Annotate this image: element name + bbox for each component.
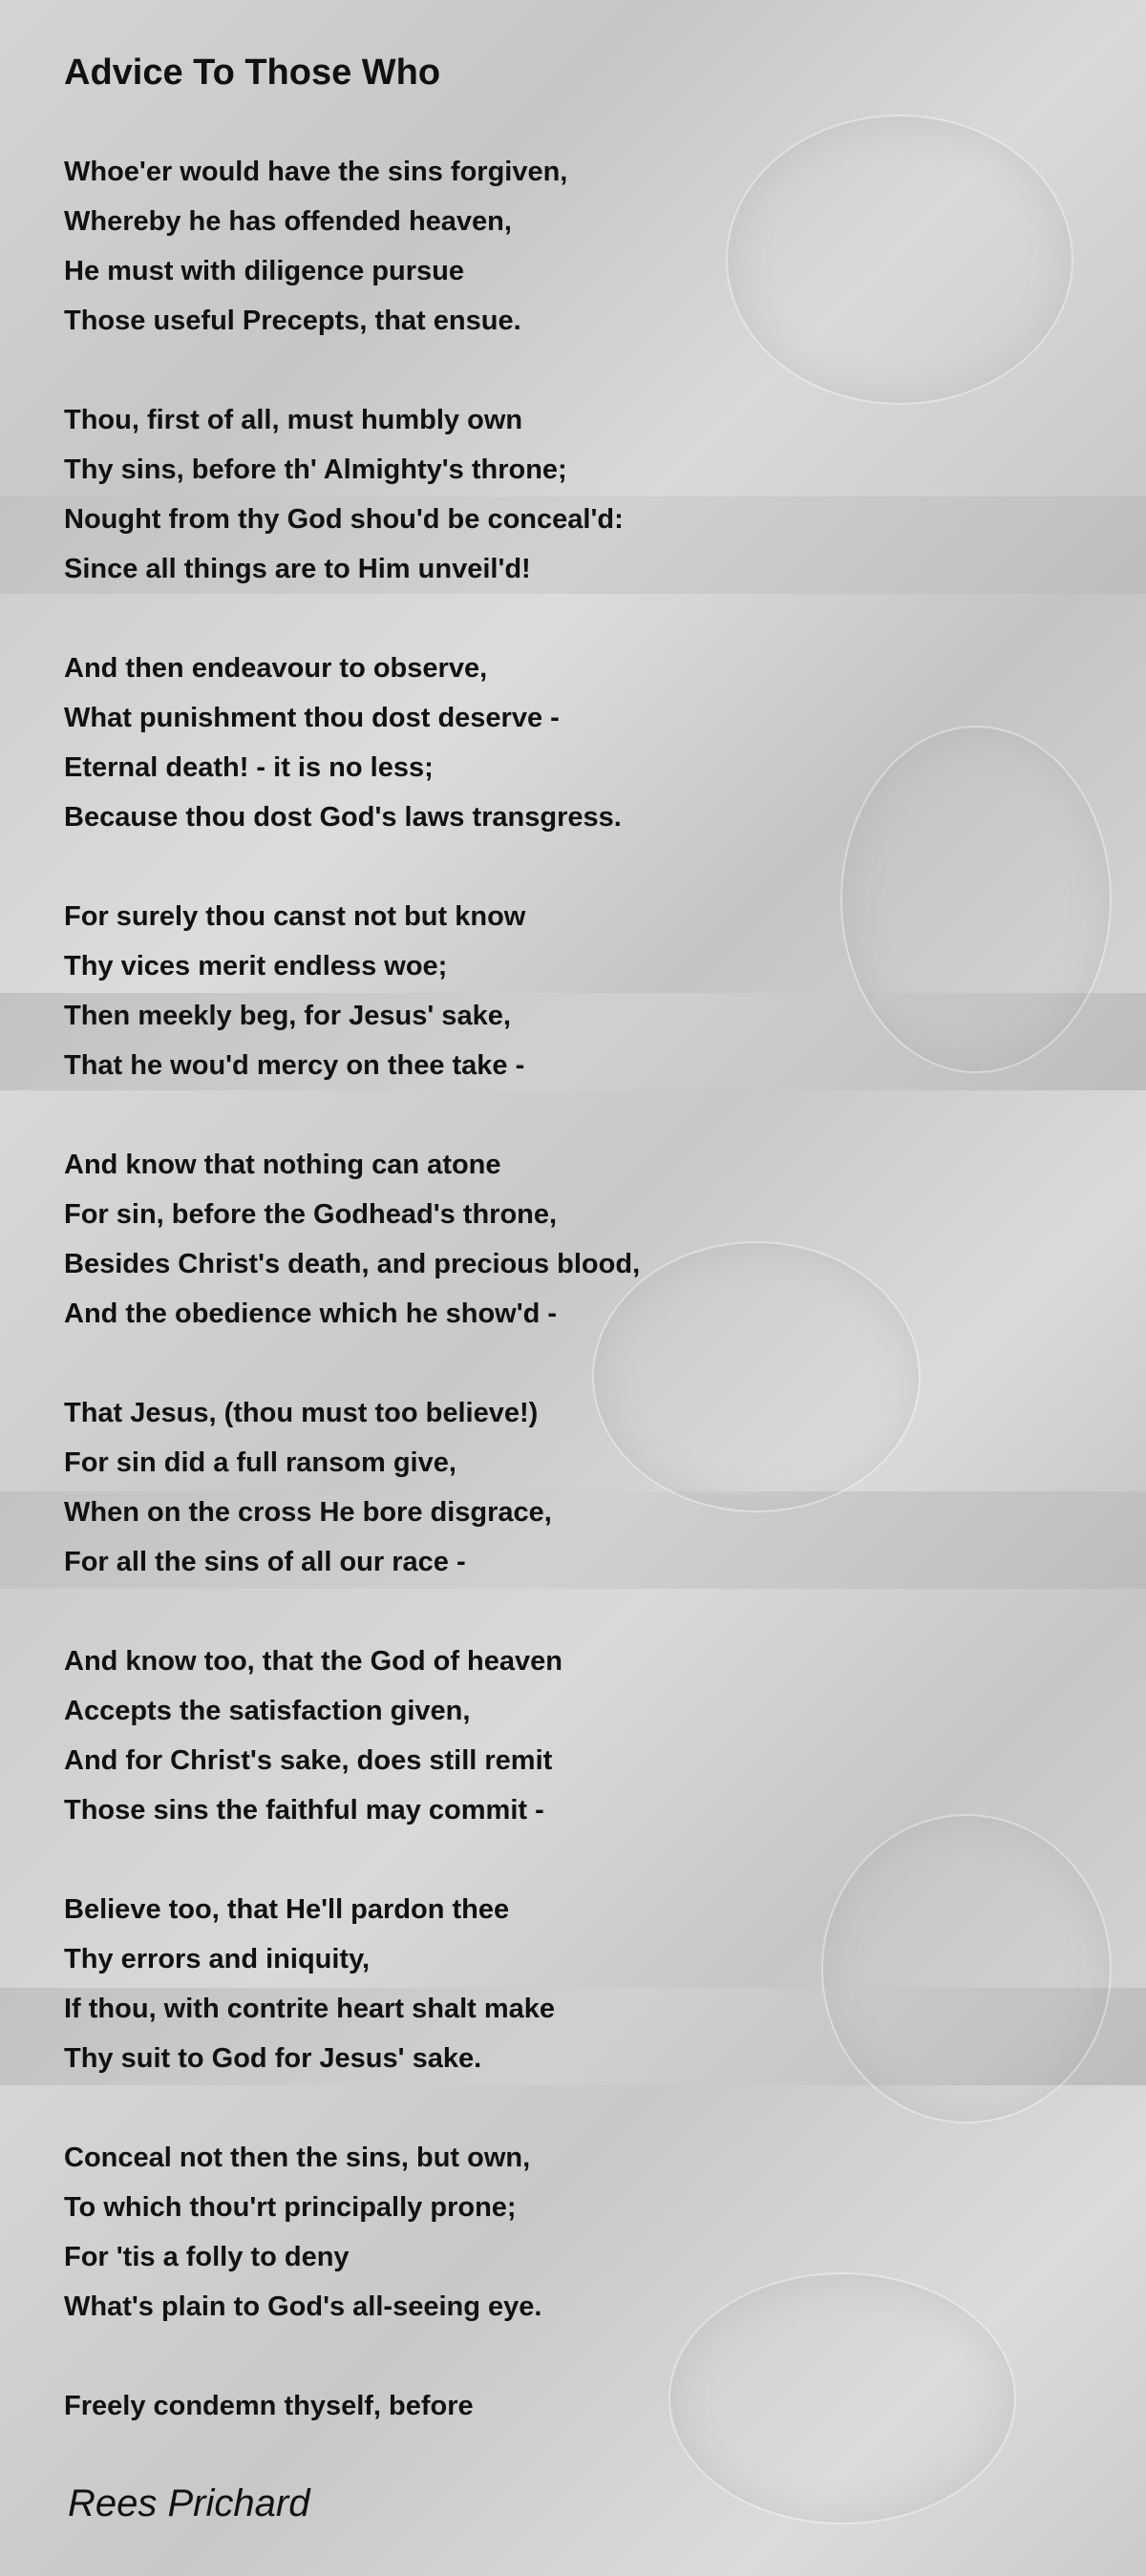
poem-line: Whoe'er would have the sins forgiven,	[64, 157, 568, 187]
poem-line: What's plain to God's all-seeing eye.	[64, 2291, 542, 2322]
stanza-break	[64, 1339, 640, 1388]
decorative-flower-pattern	[668, 2272, 1016, 2524]
poem-author: Rees Prichard	[68, 2482, 310, 2524]
poem-line: He must with diligence pursue	[64, 256, 464, 286]
poem-line: And for Christ's sake, does still remit	[64, 1745, 553, 1776]
poem-line: And know too, that the God of heaven	[64, 1646, 562, 1677]
poem-line: Thy vices merit endless woe;	[64, 951, 448, 982]
decorative-flower-pattern	[592, 1241, 921, 1512]
poem-line: Those useful Precepts, that ensue.	[64, 306, 521, 336]
poem-line: Those sins the faithful may commit -	[64, 1795, 544, 1826]
poem-line: Since all things are to Him unveil'd!	[64, 554, 531, 584]
stanza-break	[64, 1835, 640, 1885]
stanza-break	[64, 1587, 640, 1636]
poem-line: Then meekly beg, for Jesus' sake,	[64, 1001, 511, 1031]
poem-body	[64, 147, 640, 2431]
poem-line: For 'tis a folly to deny	[64, 2242, 350, 2272]
poem-line: Accepts the satisfaction given,	[64, 1696, 471, 1726]
poem-line: If thou, with contrite heart shalt make	[64, 1994, 556, 2024]
poem-line: Thy suit to God for Jesus' sake.	[64, 2043, 482, 2074]
poem-line: Eternal death! - it is no less;	[64, 752, 434, 783]
poem-line: What punishment thou dost deserve -	[64, 703, 560, 733]
poem-line: For sin did a full ransom give,	[64, 1447, 456, 1478]
poem-line: For surely thou canst not but know	[64, 901, 526, 932]
poem-line: Besides Christ's death, and precious blood,	[64, 1249, 641, 1279]
poem-line: That he wou'd mercy on thee take -	[64, 1050, 525, 1081]
stanza-break	[64, 2332, 640, 2381]
poem-line: Conceal not then the sins, but own,	[64, 2143, 531, 2173]
poem-line: Nought from thy God shou'd be conceal'd:	[64, 504, 624, 535]
stanza-break	[64, 346, 640, 395]
poem-title: Advice To Those Who	[64, 53, 441, 93]
stanza-break	[64, 2083, 640, 2133]
decorative-flower-pattern	[840, 726, 1112, 1073]
poem-line: For sin, before the Godhead's throne,	[64, 1199, 558, 1230]
poem-line: Believe too, that He'll pardon thee	[64, 1894, 510, 1925]
poem-line: Freely condemn thyself, before	[64, 2391, 474, 2421]
poem-line: And then endeavour to observe,	[64, 653, 488, 684]
stanza-break	[64, 594, 640, 644]
stanza-break	[64, 842, 640, 892]
poem-line: And the obedience which he show'd -	[64, 1299, 558, 1329]
poem-line: Thy errors and iniquity,	[64, 1944, 371, 1974]
poem-line: Because thou dost God's laws transgress.	[64, 802, 622, 833]
poem-line: When on the cross He bore disgrace,	[64, 1497, 552, 1528]
decorative-flower-pattern	[821, 1814, 1112, 2123]
poem-line: And know that nothing can atone	[64, 1150, 501, 1180]
decorative-flower-pattern	[726, 115, 1073, 405]
poem-line: Whereby he has offended heaven,	[64, 206, 512, 237]
stanza-break	[64, 1090, 640, 1140]
poem-line: To which thou'rt principally prone;	[64, 2192, 517, 2223]
poem-line: Thou, first of all, must humbly own	[64, 405, 523, 435]
poem-line: Thy sins, before th' Almighty's throne;	[64, 454, 567, 485]
poem-line: That Jesus, (thou must too believe!)	[64, 1398, 539, 1428]
poem-line: For all the sins of all our race -	[64, 1547, 466, 1577]
